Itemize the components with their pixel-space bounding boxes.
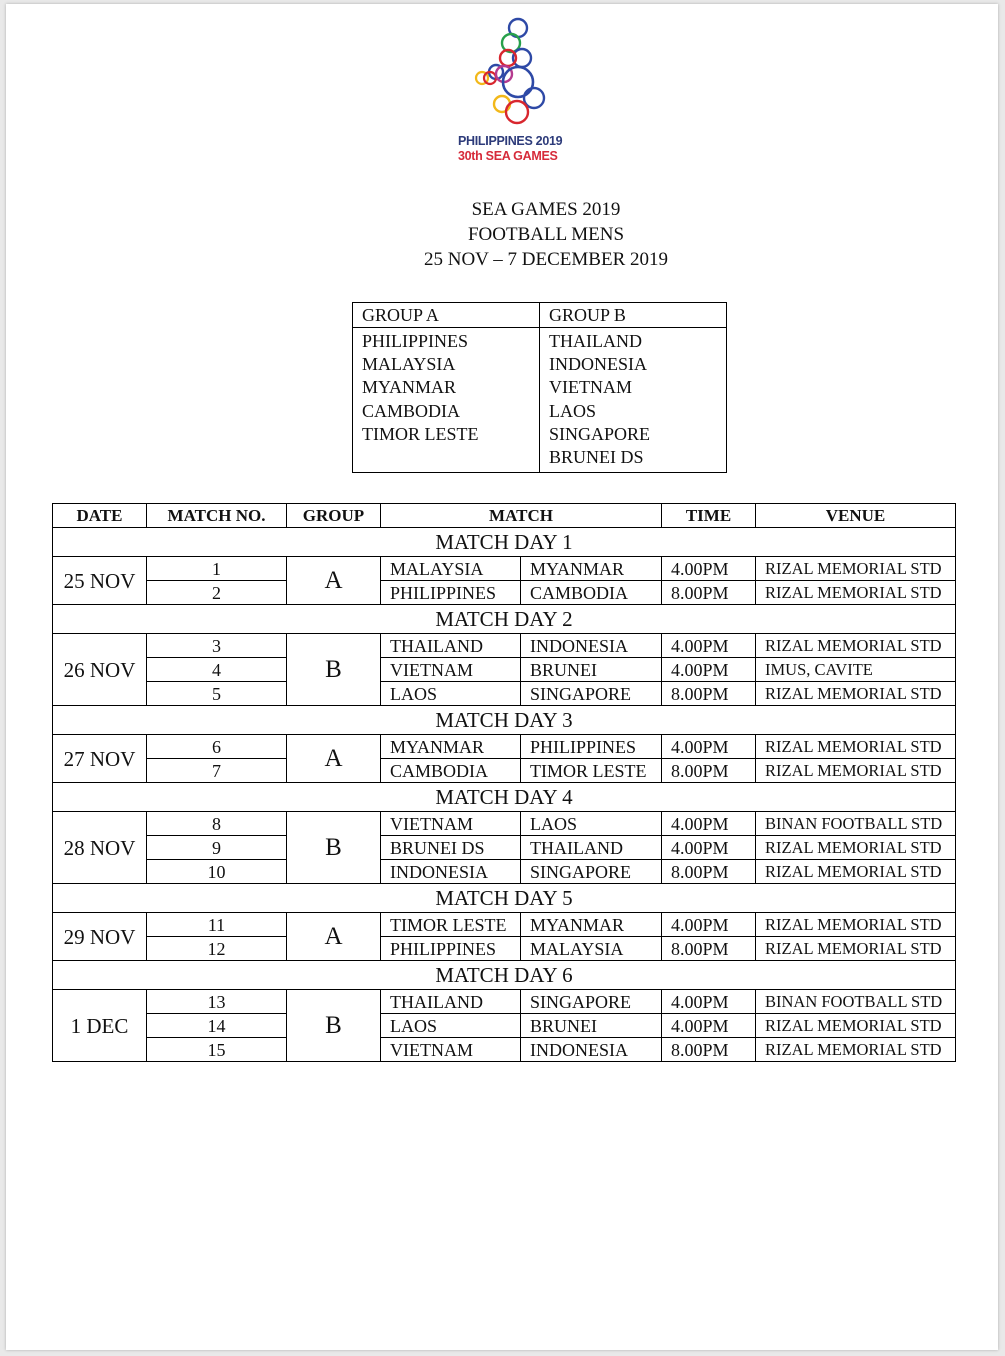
home-team: LAOS xyxy=(381,1014,521,1038)
away-team: SINGAPORE xyxy=(521,860,662,884)
home-team: BRUNEI DS xyxy=(381,836,521,860)
match-number: 3 xyxy=(147,634,287,658)
match-number: 14 xyxy=(147,1014,287,1038)
match-date: 29 NOV xyxy=(53,913,147,961)
away-team: THAILAND xyxy=(521,836,662,860)
venue-name: RIZAL MEMORIAL STD xyxy=(756,735,956,759)
match-number: 11 xyxy=(147,913,287,937)
home-team: INDONESIA xyxy=(381,860,521,884)
match-date: 28 NOV xyxy=(53,812,147,884)
venue-name: RIZAL MEMORIAL STD xyxy=(756,682,956,706)
kickoff-time: 4.00PM xyxy=(662,634,756,658)
schedule-table xyxy=(52,503,956,1062)
match-row xyxy=(53,581,956,605)
venue-name: RIZAL MEMORIAL STD xyxy=(756,581,956,605)
match-row xyxy=(53,913,956,937)
match-row xyxy=(53,812,956,836)
match-row xyxy=(53,634,956,658)
group-b-header: GROUP B xyxy=(540,303,727,328)
groups-table xyxy=(352,302,727,473)
group-a-teams xyxy=(353,328,540,473)
away-team: BRUNEI xyxy=(521,1014,662,1038)
venue-name: RIZAL MEMORIAL STD xyxy=(756,913,956,937)
group-b-team: INDONESIA xyxy=(549,354,647,375)
venue-name: RIZAL MEMORIAL STD xyxy=(756,557,956,581)
match-row xyxy=(53,557,956,581)
group-a-team: MALAYSIA xyxy=(362,354,456,375)
home-team: PHILIPPINES xyxy=(381,937,521,961)
group-b-team: LAOS xyxy=(549,400,597,421)
kickoff-time: 4.00PM xyxy=(662,913,756,937)
document-title xyxy=(6,197,1005,272)
venue-name: RIZAL MEMORIAL STD xyxy=(756,1014,956,1038)
header-venue: VENUE xyxy=(756,504,956,528)
logo-text-event: PHILIPPINES 2019 xyxy=(458,134,563,148)
venue-name: IMUS, CAVITE xyxy=(756,658,956,682)
match-day-label: MATCH DAY 2 xyxy=(53,605,956,634)
away-team: MALAYSIA xyxy=(521,937,662,961)
kickoff-time: 8.00PM xyxy=(662,860,756,884)
venue-name: RIZAL MEMORIAL STD xyxy=(756,836,956,860)
kickoff-time: 8.00PM xyxy=(662,682,756,706)
schedule-body xyxy=(53,528,956,1062)
match-day-label: MATCH DAY 4 xyxy=(53,783,956,812)
header-match-no: MATCH NO. xyxy=(147,504,287,528)
away-team: BRUNEI xyxy=(521,658,662,682)
venue-name: RIZAL MEMORIAL STD xyxy=(756,1038,956,1062)
match-row xyxy=(53,735,956,759)
away-team: SINGAPORE xyxy=(521,682,662,706)
match-number: 12 xyxy=(147,937,287,961)
home-team: CAMBODIA xyxy=(381,759,521,783)
match-group: B xyxy=(287,634,381,706)
group-b-team: BRUNEI DS xyxy=(549,447,644,468)
group-b-team: SINGAPORE xyxy=(549,423,651,444)
home-team: THAILAND xyxy=(381,634,521,658)
match-number: 13 xyxy=(147,990,287,1014)
home-team: TIMOR LESTE xyxy=(381,913,521,937)
kickoff-time: 4.00PM xyxy=(662,1014,756,1038)
match-row xyxy=(53,860,956,884)
venue-name: BINAN FOOTBALL STD xyxy=(756,812,956,836)
match-row xyxy=(53,1014,956,1038)
venue-name: RIZAL MEMORIAL STD xyxy=(756,759,956,783)
away-team: MYANMAR xyxy=(521,557,662,581)
kickoff-time: 4.00PM xyxy=(662,658,756,682)
match-group: A xyxy=(287,557,381,605)
match-day-row xyxy=(53,961,956,990)
match-row xyxy=(53,937,956,961)
match-row xyxy=(53,759,956,783)
kickoff-time: 4.00PM xyxy=(662,836,756,860)
match-row xyxy=(53,990,956,1014)
schedule-header-row xyxy=(53,504,956,528)
match-day-row xyxy=(53,783,956,812)
group-b-team: VIETNAM xyxy=(549,377,632,398)
group-b-team: THAILAND xyxy=(549,331,642,351)
header-date: DATE xyxy=(53,504,147,528)
group-b-teams xyxy=(540,328,727,473)
title-line-2: FOOTBALL MENS xyxy=(467,224,625,245)
match-group: B xyxy=(287,990,381,1062)
home-team: PHILIPPINES xyxy=(381,581,521,605)
match-group: A xyxy=(287,735,381,783)
match-row xyxy=(53,682,956,706)
match-number: 9 xyxy=(147,836,287,860)
match-row xyxy=(53,658,956,682)
match-day-label: MATCH DAY 6 xyxy=(53,961,956,990)
match-date: 26 NOV xyxy=(53,634,147,706)
venue-name: BINAN FOOTBALL STD xyxy=(756,990,956,1014)
match-day-label: MATCH DAY 1 xyxy=(53,528,956,557)
match-number: 6 xyxy=(147,735,287,759)
venue-name: RIZAL MEMORIAL STD xyxy=(756,860,956,884)
match-group: A xyxy=(287,913,381,961)
logo-text-edition: 30th SEA GAMES xyxy=(458,149,558,163)
match-number: 8 xyxy=(147,812,287,836)
kickoff-time: 4.00PM xyxy=(662,990,756,1014)
match-number: 7 xyxy=(147,759,287,783)
venue-name: RIZAL MEMORIAL STD xyxy=(756,937,956,961)
document-page xyxy=(6,4,998,1350)
away-team: LAOS xyxy=(521,812,662,836)
away-team: CAMBODIA xyxy=(521,581,662,605)
kickoff-time: 4.00PM xyxy=(662,557,756,581)
home-team: MALAYSIA xyxy=(381,557,521,581)
match-number: 2 xyxy=(147,581,287,605)
match-number: 15 xyxy=(147,1038,287,1062)
match-number: 5 xyxy=(147,682,287,706)
kickoff-time: 8.00PM xyxy=(662,581,756,605)
home-team: VIETNAM xyxy=(381,812,521,836)
sea-games-logo xyxy=(458,14,568,164)
group-a-team: TIMOR LESTE xyxy=(362,423,479,444)
group-a-team: MYANMAR xyxy=(362,377,457,398)
kickoff-time: 4.00PM xyxy=(662,735,756,759)
home-team: THAILAND xyxy=(381,990,521,1014)
header-match: MATCH xyxy=(381,504,662,528)
title-line-1: SEA GAMES 2019 xyxy=(471,199,621,220)
match-day-label: MATCH DAY 5 xyxy=(53,884,956,913)
away-team: MYANMAR xyxy=(521,913,662,937)
match-row xyxy=(53,1038,956,1062)
match-number: 10 xyxy=(147,860,287,884)
home-team: VIETNAM xyxy=(381,1038,521,1062)
away-team: INDONESIA xyxy=(521,1038,662,1062)
venue-name: RIZAL MEMORIAL STD xyxy=(756,634,956,658)
home-team: MYANMAR xyxy=(381,735,521,759)
match-number: 4 xyxy=(147,658,287,682)
away-team: PHILIPPINES xyxy=(521,735,662,759)
match-number: 1 xyxy=(147,557,287,581)
match-day-row xyxy=(53,528,956,557)
kickoff-time: 8.00PM xyxy=(662,759,756,783)
match-day-row xyxy=(53,884,956,913)
match-group: B xyxy=(287,812,381,884)
match-row xyxy=(53,836,956,860)
home-team: LAOS xyxy=(381,682,521,706)
rings-logo-icon xyxy=(458,14,568,132)
match-day-row xyxy=(53,605,956,634)
header-time: TIME xyxy=(662,504,756,528)
header-group: GROUP xyxy=(287,504,381,528)
away-team: INDONESIA xyxy=(521,634,662,658)
group-a-team: PHILIPPINES xyxy=(362,331,469,351)
match-date: 27 NOV xyxy=(53,735,147,783)
group-a-team: CAMBODIA xyxy=(362,400,461,421)
kickoff-time: 8.00PM xyxy=(662,937,756,961)
match-date: 1 DEC xyxy=(53,990,147,1062)
match-day-label: MATCH DAY 3 xyxy=(53,706,956,735)
kickoff-time: 4.00PM xyxy=(662,812,756,836)
match-day-row xyxy=(53,706,956,735)
match-date: 25 NOV xyxy=(53,557,147,605)
kickoff-time: 8.00PM xyxy=(662,1038,756,1062)
group-a-header: GROUP A xyxy=(353,303,540,328)
away-team: SINGAPORE xyxy=(521,990,662,1014)
home-team: VIETNAM xyxy=(381,658,521,682)
away-team: TIMOR LESTE xyxy=(521,759,662,783)
title-line-3: 25 NOV – 7 DECEMBER 2019 xyxy=(423,249,669,270)
